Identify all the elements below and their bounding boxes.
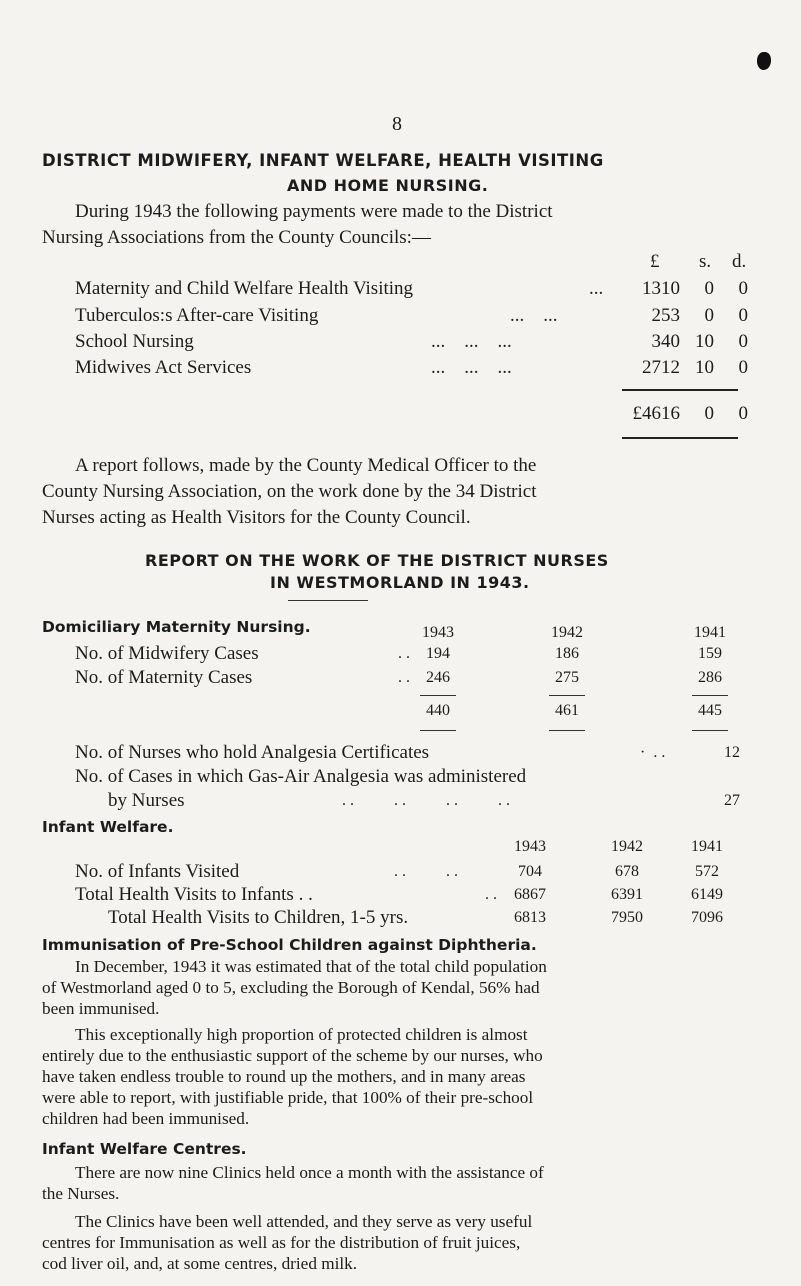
payment-label: School Nursing xyxy=(75,331,194,352)
domiciliary-dots: . . xyxy=(398,645,410,662)
payment-shillings: 0 xyxy=(704,305,714,326)
gas-air-label-line2: by Nurses xyxy=(108,790,185,811)
infant-value: 678 xyxy=(615,863,639,880)
domiciliary-value: 194 xyxy=(426,645,450,662)
payment-pounds: 1310 xyxy=(642,278,680,299)
infant-value: 7950 xyxy=(611,909,643,926)
payments-total-pence: 0 xyxy=(738,403,748,424)
domiciliary-rule xyxy=(420,695,456,696)
payment-pence: 0 xyxy=(738,305,748,326)
report-para-line1: A report follows, made by the County Medical Officer to the xyxy=(75,455,537,476)
infant-label: Total Health Visits to Infants . . xyxy=(75,884,313,905)
infant-value: 6391 xyxy=(611,886,643,903)
section-heading-line2: AND HOME NURSING. xyxy=(287,176,489,195)
domiciliary-title-rule xyxy=(288,600,368,601)
domiciliary-value: 186 xyxy=(555,645,579,662)
domiciliary-value: 159 xyxy=(698,645,722,662)
col-pence-header: d. xyxy=(732,251,747,272)
domiciliary-value: 246 xyxy=(426,669,450,686)
payment-pence: 0 xyxy=(738,357,748,378)
infant-year: 1941 xyxy=(691,838,723,855)
domiciliary-label: No. of Midwifery Cases xyxy=(75,643,259,664)
payment-pounds: 2712 xyxy=(642,357,680,378)
domiciliary-total: 445 xyxy=(698,702,722,719)
section-heading-line1: DISTRICT MIDWIFERY, INFANT WELFARE, HEALTH VISITING xyxy=(42,151,604,170)
domiciliary-rule xyxy=(420,730,456,731)
payment-pence: 0 xyxy=(738,278,748,299)
domiciliary-rule xyxy=(692,730,728,731)
page-number: 8 xyxy=(392,113,402,135)
infant-year: 1942 xyxy=(611,838,643,855)
intro-line1: During 1943 the following payments were made to the District xyxy=(75,201,553,222)
payment-shillings: 10 xyxy=(695,331,714,352)
payment-shillings: 10 xyxy=(695,357,714,378)
analgesia-certificates-label: No. of Nurses who hold Analgesia Certificates xyxy=(75,742,430,763)
gas-air-label-line1: No. of Cases in which Gas-Air Analgesia was administered xyxy=(75,766,527,787)
domiciliary-rule xyxy=(549,730,585,731)
immunisation-p1-line: In December, 1943 it was estimated that of the total child population xyxy=(75,957,547,976)
report-heading-line1: REPORT ON THE WORK OF THE DISTRICT NURSES xyxy=(145,551,609,570)
domiciliary-total: 461 xyxy=(555,702,579,719)
centres-p1-line: the Nurses. xyxy=(42,1184,120,1203)
payment-label: Midwives Act Services xyxy=(75,357,252,378)
infant-value: 572 xyxy=(695,863,719,880)
payment-dots: ... ... ... xyxy=(431,331,512,352)
infant-year: 1943 xyxy=(514,838,546,855)
immunisation-p1-line: of Westmorland aged 0 to 5, excluding the Borough of Kendal, 56% had xyxy=(42,978,540,997)
domiciliary-label: No. of Maternity Cases xyxy=(75,667,253,688)
domiciliary-value: 275 xyxy=(555,669,579,686)
analgesia-certificates-dots: · . . xyxy=(640,744,666,761)
payment-pounds: 340 xyxy=(651,331,680,352)
payment-dots: ... xyxy=(589,278,604,299)
immunisation-p2-line: entirely due to the enthusiastic support of the scheme by our nurses, who xyxy=(42,1046,543,1065)
report-para-line3: Nurses acting as Health Visitors for the County Council. xyxy=(42,507,471,528)
infant-dots: . . . . xyxy=(394,863,458,880)
payment-pounds: 253 xyxy=(651,305,680,326)
payment-dots: ... ... xyxy=(510,305,558,326)
centres-p2-line: The Clinics have been well attended, and they serve as very useful xyxy=(75,1212,533,1231)
infant-value: 6867 xyxy=(514,886,546,903)
analgesia-certificates-value: 12 xyxy=(724,744,740,761)
centres-p2-line: centres for Immunisation as well as for the distribution of fruit juices, xyxy=(42,1233,521,1252)
domiciliary-title: Domiciliary Maternity Nursing. xyxy=(42,618,311,636)
immunisation-title: Immunisation of Pre-School Children against Diphtheria. xyxy=(42,936,537,954)
ink-blot xyxy=(757,52,771,70)
report-heading-line2: IN WESTMORLAND IN 1943. xyxy=(270,573,530,592)
payment-pence: 0 xyxy=(738,331,748,352)
domiciliary-value: 286 xyxy=(698,669,722,686)
infant-label: No. of Infants Visited xyxy=(75,861,240,882)
payments-rule-top xyxy=(622,389,738,391)
payment-label: Tuberculos:s After-care Visiting xyxy=(75,305,319,326)
centres-title: Infant Welfare Centres. xyxy=(42,1140,247,1158)
domiciliary-total: 440 xyxy=(426,702,450,719)
report-para-line2: County Nursing Association, on the work done by the 34 District xyxy=(42,481,537,502)
domiciliary-rule xyxy=(692,695,728,696)
infant-title: Infant Welfare. xyxy=(42,818,174,836)
immunisation-p2-line: have taken endless trouble to round up the mothers, and in many areas xyxy=(42,1067,526,1086)
immunisation-p2-line: children had been immunised. xyxy=(42,1109,250,1128)
domiciliary-rule xyxy=(549,695,585,696)
infant-value: 6813 xyxy=(514,909,546,926)
infant-value: 7096 xyxy=(691,909,723,926)
payments-total-shillings: 0 xyxy=(704,403,714,424)
payment-shillings: 0 xyxy=(704,278,714,299)
payment-label: Maternity and Child Welfare Health Visiting xyxy=(75,278,414,299)
domiciliary-year: 1943 xyxy=(422,624,454,641)
payments-rule-bottom xyxy=(622,437,738,439)
domiciliary-year: 1941 xyxy=(694,624,726,641)
domiciliary-dots: . . xyxy=(398,669,410,686)
immunisation-p2-line: This exceptionally high proportion of protected children is almost xyxy=(75,1025,528,1044)
payment-dots: ... ... ... xyxy=(431,357,512,378)
col-shillings-header: s. xyxy=(699,251,712,272)
intro-line2: Nursing Associations from the County Councils:— xyxy=(42,227,431,248)
infant-label: Total Health Visits to Children, 1-5 yrs. xyxy=(108,907,409,928)
infant-value: 704 xyxy=(518,863,542,880)
payments-total-pounds: £4616 xyxy=(632,403,680,424)
gas-air-dots: . . . . . . . . xyxy=(342,792,510,809)
infant-value: 6149 xyxy=(691,886,723,903)
domiciliary-year: 1942 xyxy=(551,624,583,641)
centres-p1-line: There are now nine Clinics held once a month with the assistance of xyxy=(75,1163,544,1182)
centres-p2-line: cod liver oil, and, at some centres, dried milk. xyxy=(42,1254,358,1273)
infant-dots: . . xyxy=(485,886,497,903)
col-pounds-header: £ xyxy=(650,251,660,272)
gas-air-value: 27 xyxy=(724,792,740,809)
immunisation-p1-line: been immunised. xyxy=(42,999,160,1018)
immunisation-p2-line: were able to report, with justifiable pride, that 100% of their pre-school xyxy=(42,1088,534,1107)
